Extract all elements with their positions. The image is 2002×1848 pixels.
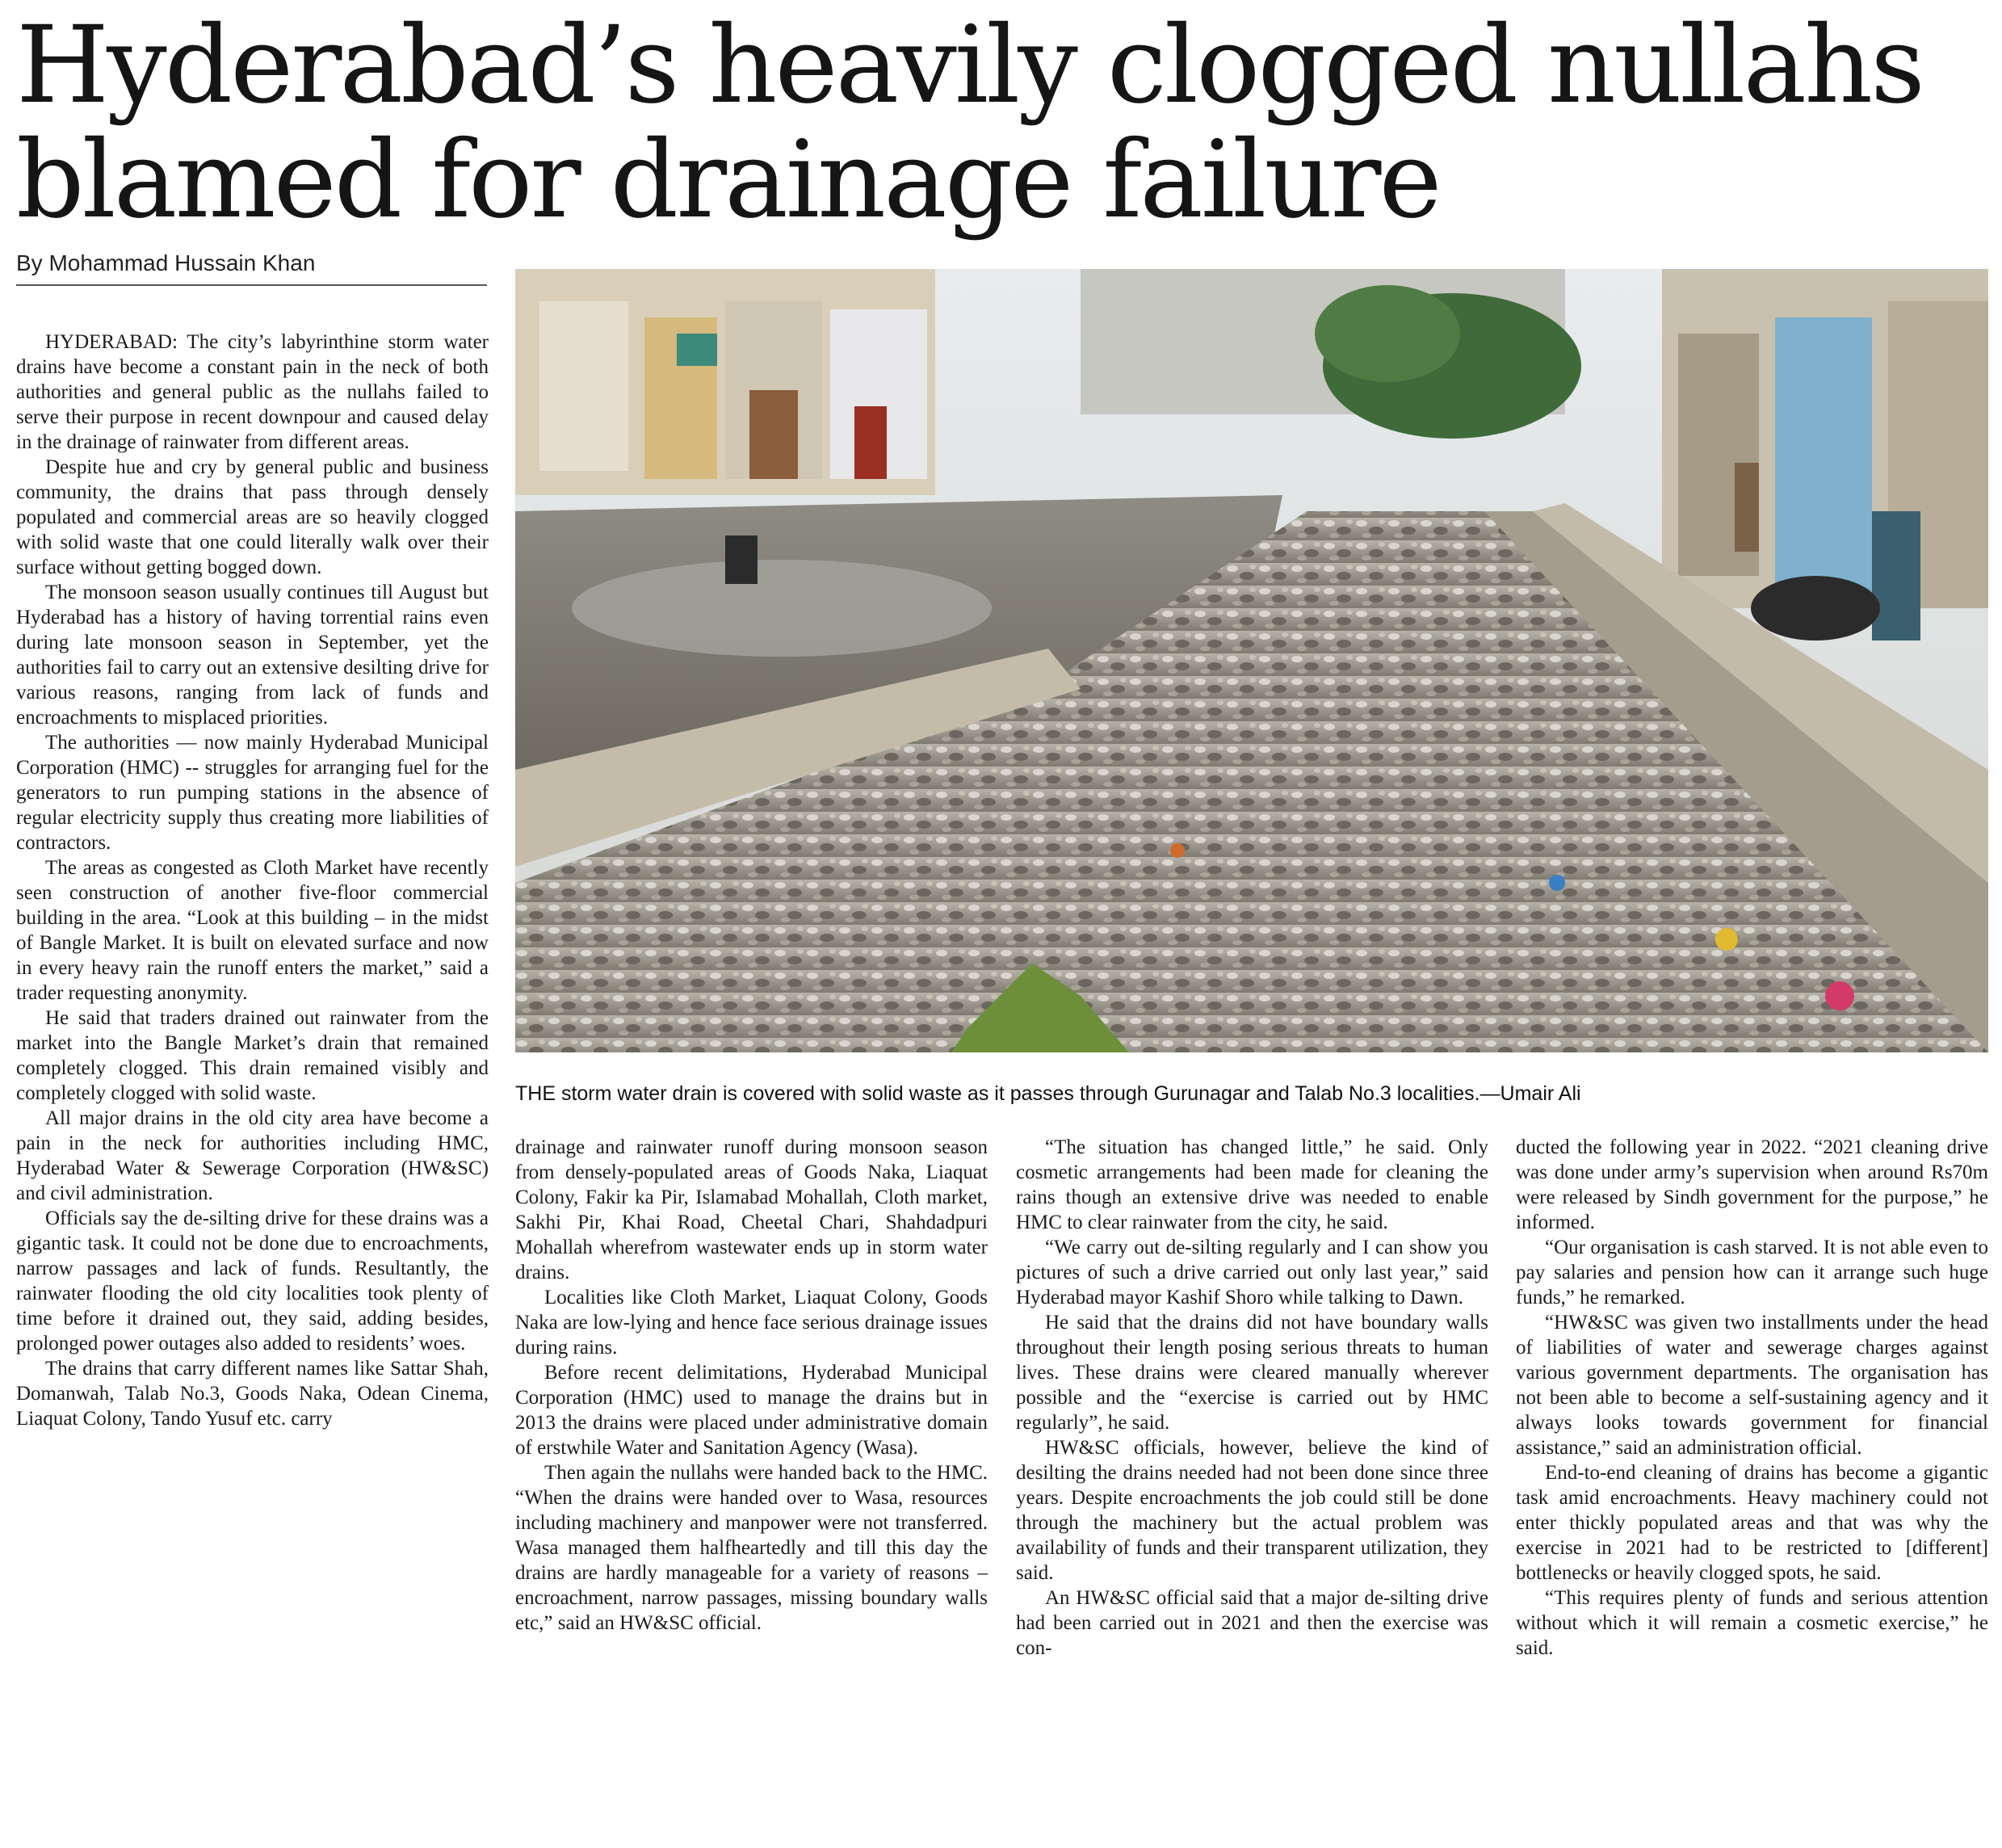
photo-caption: THE storm water drain is covered with solid waste as it passes through Gurunagar and Talab No.3 localities.—Umair Ali xyxy=(515,1082,1581,1105)
byline: By Mohammad Hussain Khan xyxy=(16,250,487,286)
paragraph: The areas as congested as Cloth Market have recently seen construction of another five-floor commercial building in the area. “Look at this building – in the midst of Bangle Market. It is built on elevated surface and now in every heavy rain the runoff enters the market,” said a trader requesting anonymity. xyxy=(16,857,489,1004)
article-column-3 xyxy=(1016,1135,1488,1846)
photo-drain-garbage-icon xyxy=(515,269,1988,1052)
paragraph: “The situation has changed little,” he said. Only cosmetic arrangements had been made for cleaning the rains though an extensive drive was needed to enable HMC to clear rainwater from the city, he said. xyxy=(1016,1136,1488,1233)
paragraph: “HW&SC was given two installments under the head of liabilities of water and sewerage charges against various government departments. The organisation has not been able to become a self-sustaining agency and it always looks towards government for financial assistance,” said an administration official. xyxy=(1516,1312,1988,1459)
paragraph: He said that traders drained out rainwater from the market into the Bangle Market’s drain that remained completely clogged. This drain remained visibly and completely clogged with solid waste. xyxy=(16,1007,489,1104)
paragraph: All major drains in the old city area have become a pain in the neck for authorities including HMC, Hyderabad Water & Sewerage Corporation (HW&SC) and civil administration. xyxy=(16,1107,489,1204)
paragraph: “Our organisation is cash starved. It is not able even to pay salaries and pension how can it arrange such huge funds,” he remarked. xyxy=(1516,1237,1988,1308)
headline: Hyderabad’s heavily clogged nullahs blamed for drainage failure xyxy=(16,3,1923,242)
paragraph: The monsoon season usually continues till August but Hyderabad has a history of having torrential rains even during late monsoon season in September, yet the authorities fail to carry out an extensive desilting drive for various reasons, ranging from lack of funds and encroachments to misplaced priorities. xyxy=(16,582,489,729)
paragraph: HYDERABAD: The city’s labyrinthine storm water drains have become a constant pain in the neck of both authorities and general public as the nullahs failed to serve their purpose in recent downpour and caused delay in the drainage of rainwater from different areas. xyxy=(16,331,489,453)
paragraph: Before recent delimitations, Hyderabad Municipal Corporation (HMC) used to manage the drains but in 2013 the drains were placed under administrative domain of erstwhile Water and Sanitation Agency (Wasa). xyxy=(515,1362,988,1459)
paragraph: The drains that carry different names like Sattar Shah, Domanwah, Talab No.3, Goods Naka, Odean Cinema, Liaquat Colony, Tando Yusuf etc. carry xyxy=(16,1358,489,1430)
paragraph: ducted the following year in 2022. “2021 cleaning drive was done under army’s supervision when around Rs70m were released by Sindh government for the purpose,” he informed. xyxy=(1516,1136,1988,1233)
article-column-4 xyxy=(1516,1135,1988,1846)
paragraph: Localities like Cloth Market, Liaquat Colony, Goods Naka are low-lying and hence face serious drainage issues during rains. xyxy=(515,1287,988,1359)
article-column-1 xyxy=(16,330,489,1848)
paragraph: drainage and rainwater runoff during monsoon season from densely-populated areas of Goods Naka, Liaquat Colony, Fakir ka Pir, Islamabad Mohallah, Cloth market, Sakhi Pir, Khai Road, Cheetal Chari, Shahdadpuri Mohallah wherefrom wastewater ends up in storm water drains. xyxy=(515,1136,988,1283)
news-photo xyxy=(515,269,1988,1052)
paragraph: “This requires plenty of funds and serious attention without which it will remain a cosmetic exercise,” he said. xyxy=(1516,1587,1988,1659)
paragraph: He said that the drains did not have boundary walls throughout their length posing serious threats to human lives. These drains were cleared manually wherever possible and the “exercise is carried out by HMC regularly”, he said. xyxy=(1016,1312,1488,1434)
paragraph: Despite hue and cry by general public and business community, the drains that pass through densely populated and commercial areas are so heavily clogged with solid waste that one could literally walk over their surface without getting bogged down. xyxy=(16,456,489,578)
paragraph: Then again the nullahs were handed back to the HMC. “When the drains were handed over to Wasa, resources including machinery and manpower were not transferred. Wasa managed them halfheartedly and till this day the drains are hardly manageable for a variety of reasons – encroachment, narrow passages, missing boundary walls etc,” said an HW&SC official. xyxy=(515,1462,988,1634)
paragraph: The authorities — now mainly Hyderabad Municipal Corporation (HMC) -- struggles for arranging fuel for the generators to run pumping stations in the absence of regular electricity supply thus creating more liabilities of contractors. xyxy=(16,732,489,854)
paragraph: Officials say the de-silting drive for these drains was a gigantic task. It could not be done due to encroachments, narrow passages and lack of funds. Resultantly, the rainwater flooding the old city localities took plenty of time before it drained out, they said, adding besides, prolonged power outages also added to residents’ woes. xyxy=(16,1208,489,1354)
paragraph: HW&SC officials, however, believe the kind of desilting the drains needed had not been done since three years. Despite encroachments the job could still be done through the machinery but the actual problem was availability of funds and their transparent utilization, they said. xyxy=(1016,1437,1488,1584)
paragraph: End-to-end cleaning of drains has become a gigantic task amid encroachments. Heavy machinery could not enter thickly populated areas and that was why the exercise in 2021 had to be restricted to [different] bottlenecks or heavily clogged spots, he said. xyxy=(1516,1462,1988,1584)
paragraph: “We carry out de-silting regularly and I can show you pictures of such a drive carried out only last year,” said Hyderabad mayor Kashif Shoro while talking to Dawn. xyxy=(1016,1237,1488,1308)
paragraph: An HW&SC official said that a major de-silting drive had been carried out in 2021 and then the exercise was con- xyxy=(1016,1587,1488,1659)
article-column-2 xyxy=(515,1135,988,1846)
